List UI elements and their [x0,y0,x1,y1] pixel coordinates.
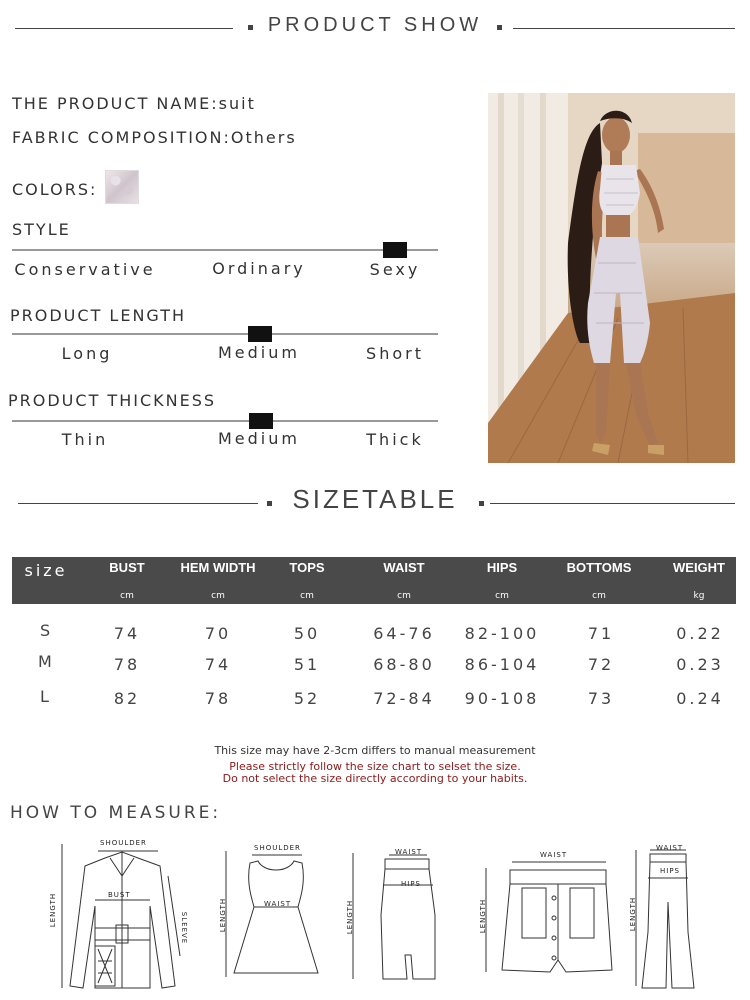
style-option-ordinary: Ordinary [212,259,306,278]
sizetable-rule-right [490,503,735,504]
fabric-label: FABRIC COMPOSITION: [12,128,231,147]
sizetable-square-right [479,501,484,506]
product-name-value: suit [218,94,256,113]
cell-weight: 0.23 [676,655,724,674]
cell-bust: 74 [113,624,141,643]
style-scale-marker [383,242,407,258]
shorts-icon [478,848,613,978]
jacket-length-label: LENGTH [49,892,58,928]
cell-hips: 82-100 [464,624,540,643]
cell-hem-width: 78 [204,689,232,708]
dress-icon [218,843,328,983]
fabric-composition [12,128,297,147]
jacket-figure [50,836,200,996]
jacket-sleeve-label: SLEEVE [180,911,189,945]
unit-hips: cm [495,591,509,601]
cell-hips: 86-104 [464,655,540,674]
unit-tops: cm [300,591,314,601]
style-scale-line [12,249,438,251]
skirt-length-label: LENGTH [346,899,355,935]
skirt-icon [345,845,445,985]
shorts-figure [478,848,613,978]
dress-waist-label: WAIST [264,900,292,908]
note-habits: Do not select the size directly according to your habits. [222,772,528,785]
dress-length-label: LENGTH [219,897,228,933]
unit-bottoms: cm [592,591,606,601]
note-measurement: This size may have 2-3cm differs to manual measurement [214,744,536,757]
jacket-shoulder-label: SHOULDER [100,839,147,847]
style-option-sexy: Sexy [369,260,421,279]
pants-length-label: LENGTH [629,896,638,932]
thickness-scale-marker [249,413,273,429]
cell-size: S [40,621,54,640]
product-name-label: THE PRODUCT NAME: [12,94,219,113]
cell-tops: 52 [293,689,321,708]
thickness-option-thin: Thin [61,430,109,449]
sizetable-title: SIZETABLE [292,484,458,514]
product-photo[interactable] [488,93,735,463]
skirt-figure [345,845,445,985]
cell-waist: 72-84 [373,689,435,708]
length-option-long: Long [61,344,113,363]
colors-label: COLORS: [12,180,98,199]
cell-waist: 68-80 [373,655,435,674]
dress-figure [218,843,328,983]
size-table-header [12,557,736,604]
length-scale-marker [248,326,272,342]
thickness-scale-line [12,420,438,422]
col-hips: HIPS [486,560,518,575]
unit-hem-width: cm [211,591,225,601]
unit-weight: kg [693,591,705,601]
header-square-right [497,25,502,30]
col-waist: WAIST [383,560,425,575]
col-tops: TOPS [289,560,325,575]
col-size: size [24,561,68,580]
how-to-measure-title: HOW TO MEASURE: [10,803,222,823]
skirt-hips-label: HIPS [401,880,421,888]
note-follow-chart: Please strictly follow the size chart to selset the size. [229,760,521,773]
pants-figure [622,842,722,992]
length-scale-line [12,333,438,335]
shorts-waist-label: WAIST [540,851,568,859]
style-scale-title: STYLE [12,220,71,239]
cell-tops: 50 [293,624,321,643]
fabric-value: Others [230,128,297,147]
cell-bottoms: 73 [587,689,615,708]
dress-shoulder-label: SHOULDER [254,844,301,852]
col-weight: WEIGHT [673,560,725,575]
cell-weight: 0.22 [676,624,724,643]
cell-hem-width: 74 [204,655,232,674]
cell-size: M [38,652,55,671]
jacket-bust-label: BUST [108,891,131,899]
pants-hips-label: HIPS [660,867,680,875]
cell-size: L [40,687,52,706]
cell-bottoms: 71 [587,624,615,643]
col-hem-width: HEM WIDTH [180,560,256,575]
length-option-medium: Medium [218,343,300,362]
pants-waist-label: WAIST [656,844,684,852]
cell-tops: 51 [293,655,321,674]
length-scale-title: PRODUCT LENGTH [10,306,187,325]
cell-hem-width: 70 [204,624,232,643]
col-bust: BUST [109,560,145,575]
unit-waist: cm [397,591,411,601]
cell-waist: 64-76 [373,624,435,643]
thickness-scale-title: PRODUCT THICKNESS [8,391,216,410]
cell-bust: 82 [113,689,141,708]
col-bottoms: BOTTOMS [566,560,632,575]
style-option-conservative: Conservative [14,260,156,279]
thickness-option-medium: Medium [218,429,300,448]
color-swatch[interactable] [105,170,139,204]
product-name [12,94,256,113]
page-title: PRODUCT SHOW [267,14,483,36]
cell-weight: 0.24 [676,689,724,708]
header-rule-right [513,28,735,29]
jacket-icon [50,836,200,996]
cell-bottoms: 72 [587,655,615,674]
skirt-waist-label: WAIST [395,848,423,856]
length-option-short: Short [366,344,424,363]
shorts-length-label: LENGTH [479,898,488,934]
thickness-option-thick: Thick [366,430,424,449]
cell-bust: 78 [113,655,141,674]
model-image [488,93,735,463]
unit-bust: cm [120,591,134,601]
cell-hips: 90-108 [464,689,540,708]
